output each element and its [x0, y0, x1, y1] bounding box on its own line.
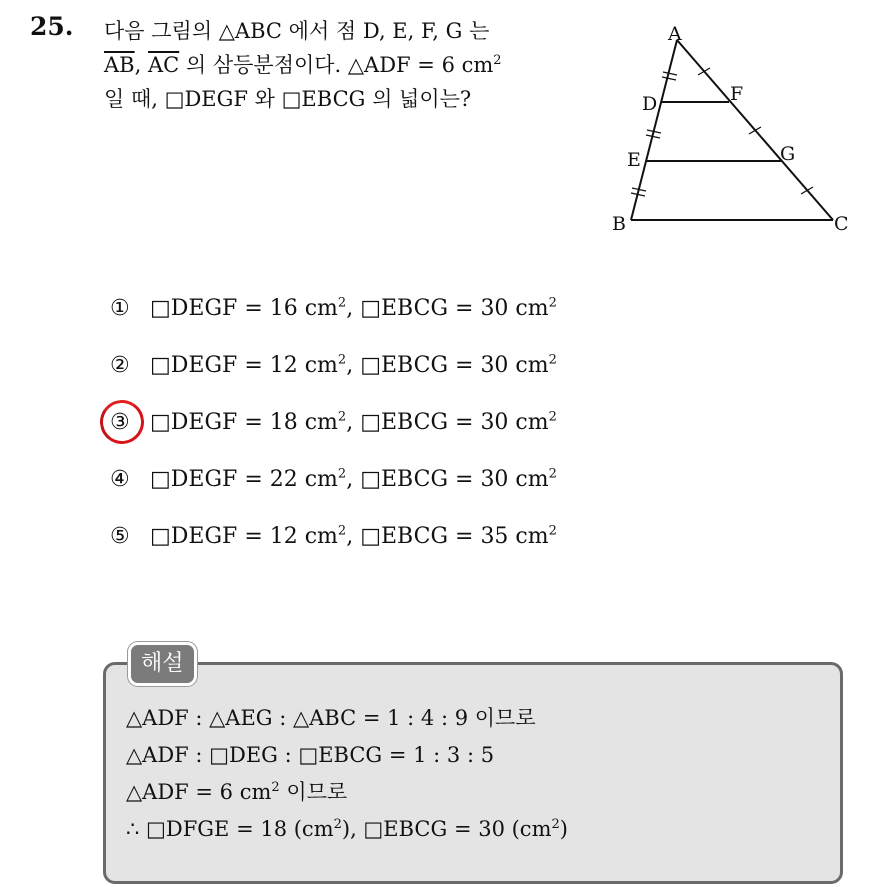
choice-exponent: 2: [337, 409, 347, 425]
stem-line-2: [104, 48, 604, 82]
choice-text: □DEGF = 22 cm: [150, 467, 338, 492]
solution-exponent: 2: [333, 817, 342, 832]
tick-af: [698, 68, 710, 75]
solution-math: ), □EBCG = 30 (cm: [341, 817, 552, 841]
segment-ac: $\overline{AC}$: [147, 53, 180, 77]
solution-korean: 이므로: [468, 706, 536, 730]
triangle-figure: [600, 18, 860, 243]
stem-line-1: 다음 그림의 △ABC 에서 점 D, E, F, G 는: [104, 19, 490, 43]
solution-exponent: 2: [551, 817, 560, 832]
choice-number: ③: [110, 410, 130, 435]
choice-1[interactable]: [110, 296, 557, 353]
tick-gc: [801, 187, 813, 194]
choice-exponent: 2: [337, 295, 347, 311]
solution-line-3: [126, 774, 568, 811]
question-number: 25.: [30, 12, 74, 41]
label-e: E: [627, 149, 641, 171]
choice-text: , □EBCG = 30 cm: [346, 410, 549, 435]
choice-5[interactable]: [110, 524, 557, 581]
label-b: B: [612, 213, 626, 235]
segment-ab: $\overline{AB}$: [104, 53, 135, 77]
label-f: F: [730, 83, 744, 105]
choice-text: □DEGF = 12 cm: [150, 524, 338, 549]
choice-text: , □EBCG = 30 cm: [346, 353, 549, 378]
tick-ad-2: [662, 77, 676, 80]
stem-line-3: 일 때, □DEGF 와 □EBCG 의 넓이는?: [104, 87, 472, 111]
stem-exponent: 2: [493, 53, 502, 68]
solution-exponent: 2: [271, 780, 280, 795]
choice-2[interactable]: [110, 353, 557, 410]
solution-korean: 이므로: [279, 780, 348, 804]
choice-exponent: 2: [548, 409, 557, 425]
question-stem: [104, 14, 604, 116]
stem-comma: ,: [134, 53, 148, 77]
choice-text: , □EBCG = 30 cm: [346, 467, 549, 492]
choice-exponent: 2: [337, 352, 347, 368]
choice-exponent: 2: [548, 352, 557, 368]
choice-text: , □EBCG = 30 cm: [346, 296, 549, 321]
choice-number: ②: [110, 353, 130, 378]
choice-3[interactable]: [110, 410, 557, 467]
choice-number: ①: [110, 296, 130, 321]
solution-math: △ADF : □DEG : □EBCG = 1 : 3 : 5: [126, 743, 495, 767]
label-a: A: [668, 23, 682, 45]
solution-math: △ADF = 6 cm: [126, 780, 272, 804]
choice-4[interactable]: [110, 467, 557, 524]
solution-text: [126, 700, 568, 848]
solution-line-2: [126, 737, 568, 774]
choice-exponent: 2: [337, 466, 347, 482]
solution-math: △ADF : △AEG : △ABC = 1 : 4 : 9: [126, 706, 469, 730]
choice-number: ⑤: [110, 524, 130, 549]
choice-exponent: 2: [548, 295, 557, 311]
answer-choices: [110, 296, 557, 581]
choice-text: □DEGF = 12 cm: [150, 353, 338, 378]
label-g: G: [780, 143, 796, 165]
stem-line-2-rest: 의 삼등분점이다. △ADF = 6 cm: [179, 53, 494, 77]
solution-line-4: [126, 811, 568, 848]
label-d: D: [642, 93, 658, 115]
solution-tab: 해설: [128, 642, 197, 686]
solution-line-1: [126, 700, 568, 737]
choice-exponent: 2: [337, 523, 347, 539]
side-ab: [631, 40, 677, 220]
choice-text: □DEGF = 18 cm: [150, 410, 338, 435]
label-c: C: [834, 213, 849, 235]
tick-fg: [749, 127, 761, 134]
choice-exponent: 2: [548, 523, 557, 539]
solution-math: ∴ □DFGE = 18 (cm: [126, 817, 334, 841]
choice-exponent: 2: [548, 466, 557, 482]
choice-number: ④: [110, 467, 130, 492]
choice-text: , □EBCG = 35 cm: [346, 524, 549, 549]
choice-text: □DEGF = 16 cm: [150, 296, 338, 321]
tick-ad-1: [663, 72, 677, 75]
solution-math: ): [559, 817, 568, 841]
